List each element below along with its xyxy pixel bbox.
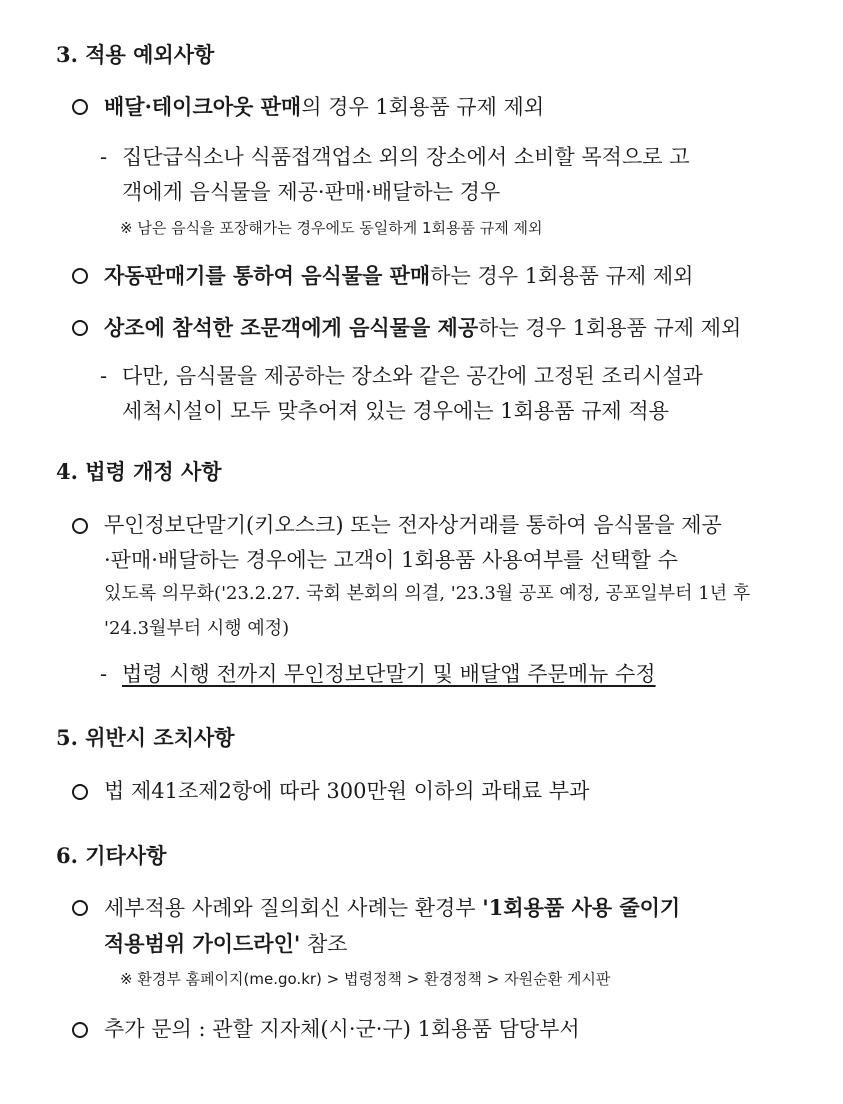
note-takeout-leftovers: ※ 남은 음식을 포장해가는 경우에도 동일하게 1회용품 규제 제외 — [120, 219, 543, 237]
sub-item-line: 다만, 음식물을 제공하는 장소와 같은 공간에 고정된 조리시설과 — [122, 364, 703, 388]
section-4-heading: 4. 법령 개정 사항 — [56, 459, 222, 484]
item-kiosk-line: 있도록 의무화('23.2.27. 국회 본회의 의결, '23.3월 공포 예정, 공포일부터 1년 후 — [104, 583, 751, 604]
sub-item-line: 세척시설이 모두 맞추어져 있는 경우에는 1회용품 규제 적용 — [122, 399, 669, 423]
item-contact: 추가 문의 : 관할 지자체(시·군·구) 1회용품 담당부서 — [104, 1017, 580, 1041]
item-penalty: 법 제41조제2항에 따라 300만원 이하의 과태료 부과 — [104, 779, 590, 803]
dash-bullet: - — [100, 662, 108, 686]
item-guideline-line: 세부적용 사례와 질의회신 사례는 환경부 '1회용품 사용 줄이기 — [104, 895, 681, 920]
section-3-heading: 3. 적용 예외사항 — [56, 42, 215, 67]
note-website-path: ※ 환경부 홈페이지(me.go.kr) > 법령정책 > 환경정책 > 자원순환 게시판 — [120, 970, 611, 988]
circle-bullet-icon — [72, 320, 88, 336]
dash-bullet: - — [100, 145, 108, 169]
section-6-heading: 6. 기타사항 — [56, 843, 167, 868]
circle-bullet-icon — [72, 268, 88, 284]
item-guideline-line: 적용범위 가이드라인' 참조 — [104, 931, 348, 956]
item-kiosk-line: 무인정보단말기(키오스크) 또는 전자상거래를 통하여 음식물을 제공 — [104, 513, 722, 537]
item-kiosk-line: ·판매·배달하는 경우에는 고객이 1회용품 사용여부를 선택할 수 — [104, 548, 678, 572]
section-5-heading: 5. 위반시 조치사항 — [56, 725, 235, 750]
item-vending-machine: 자동판매기를 통하여 음식물을 판매하는 경우 1회용품 규제 제외 — [104, 263, 694, 288]
item-kiosk-line: '24.3월부터 시행 예정) — [104, 618, 290, 639]
item-delivery-takeout: 배달·테이크아웃 판매의 경우 1회용품 규제 제외 — [104, 94, 545, 119]
circle-bullet-icon — [72, 99, 88, 115]
circle-bullet-icon — [72, 1022, 88, 1038]
dash-bullet: - — [100, 364, 108, 388]
item-funeral: 상조에 참석한 조문객에게 음식물을 제공하는 경우 1회용품 규제 제외 — [104, 315, 742, 340]
circle-bullet-icon — [72, 900, 88, 916]
sub-item-underlined: 법령 시행 전까지 무인정보단말기 및 배달앱 주문메뉴 수정 — [122, 662, 656, 686]
circle-bullet-icon — [72, 784, 88, 800]
circle-bullet-icon — [72, 518, 88, 534]
sub-item-line: 집단급식소나 식품접객업소 외의 장소에서 소비할 목적으로 고 — [122, 145, 690, 169]
sub-item-line: 객에게 음식물을 제공·판매·배달하는 경우 — [122, 180, 501, 204]
